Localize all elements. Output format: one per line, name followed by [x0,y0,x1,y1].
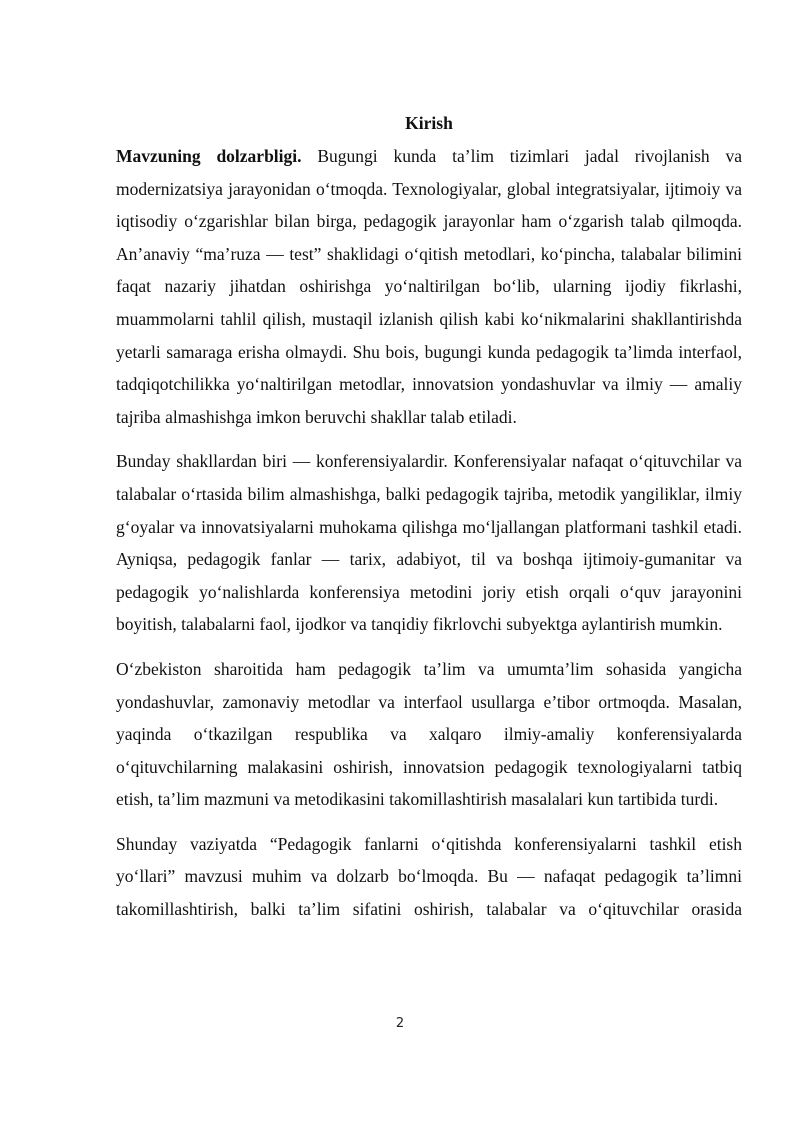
paragraph-text: Bugungi kunda ta’lim tizimlari jadal rivojlanish va modernizatsiya jarayonidan o‘tmoqda. Texnologiyalar, global integratsiyalar, ijtimoiy va iqtisodiy o‘zgarishlar bilan birga, pedagogik jarayonlar ham o‘zgarish talab qilmoqda. An’anaviy “ma’ruza — test” shaklidagi o‘qitish metodlari, ko‘pincha, talabalar bilimini faqat nazariy jihatdan oshirishga yo‘naltirilgan bo‘lib, ularning ijodiy fikrlashi, muammolarni tahlil qilish, mustaqil izlanish qilish kabi ko‘nikmalarini shakllantirishda yetarli samaraga erisha olmaydi. Shu bois, bugungi kunda pedagogik ta’limda interfaol, tadqiqotchilikka yo‘naltirilgan metodlar, innovatsion yondashuvlar va ilmiy — amaliy tajriba almashishga imkon beruvchi shakllar talab etiladi. [116,146,743,427]
section-title: Kirish [405,113,453,133]
paragraph-text: O‘zbekiston sharoitida ham pedagogik ta’lim va umumta’lim sohasida yangicha yondashuvlar, zamonaviy metodlar va interfaol usullarga e’tibor ortmoqda. Masalan, yaqinda o‘tkazilgan respublika va xalqaro ilmiy-amaliy konferensiyalarda o‘qituvchilarning malakasini oshirish, innovatsion pedagogik texnologiyalarni tatbiq etish, ta’lim mazmuni va metodikasini takomillashtirish masalalari kun tartibida turdi. [116,658,742,810]
page-number: 2 [395,1016,405,1031]
paragraph-relevance [116,140,742,433]
page-content [116,111,742,926]
paragraph-uzbekistan [116,653,742,816]
paragraph-topic [116,828,742,926]
paragraph-text: Shunday vaziyatda “Pedagogik fanlarni o‘qitishda konferensiyalarni tashkil etish yo‘llari” mavzusi muhim va dolzarb bo‘lmoqda. Bu — nafaqat pedagogik ta’limni takomillashtirish, balki ta’lim sifatini oshirish, talabalar va o‘qituvchilar orasida [116,833,742,920]
paragraph-text: Bunday shakllardan biri — konferensiyalardir. Konferensiyalar nafaqat o‘qituvchilar va talabalar o‘rtasida bilim almashishga, balki pedagogik tajriba, metodik yangiliklar, ilmiy g‘oyalar va innovatsiyalarni muhokama qilishga mo‘ljallangan platformani tashkil etadi. Ayniqsa, pedagogik fanlar — tarix, adabiyot, til va boshqa ijtimoiy-gumanitar va pedagogik yo‘nalishlarda konferensiya metodini joriy etish orqali o‘quv jarayonini boyitish, talabalarni faol, ijodkor va tanqidiy fikrlovchi subyektga aylantirish mumkin. [116,451,742,635]
paragraph-lead: Mavzuning dolzarbligi. [116,146,302,166]
paragraph-conferences [116,445,742,641]
